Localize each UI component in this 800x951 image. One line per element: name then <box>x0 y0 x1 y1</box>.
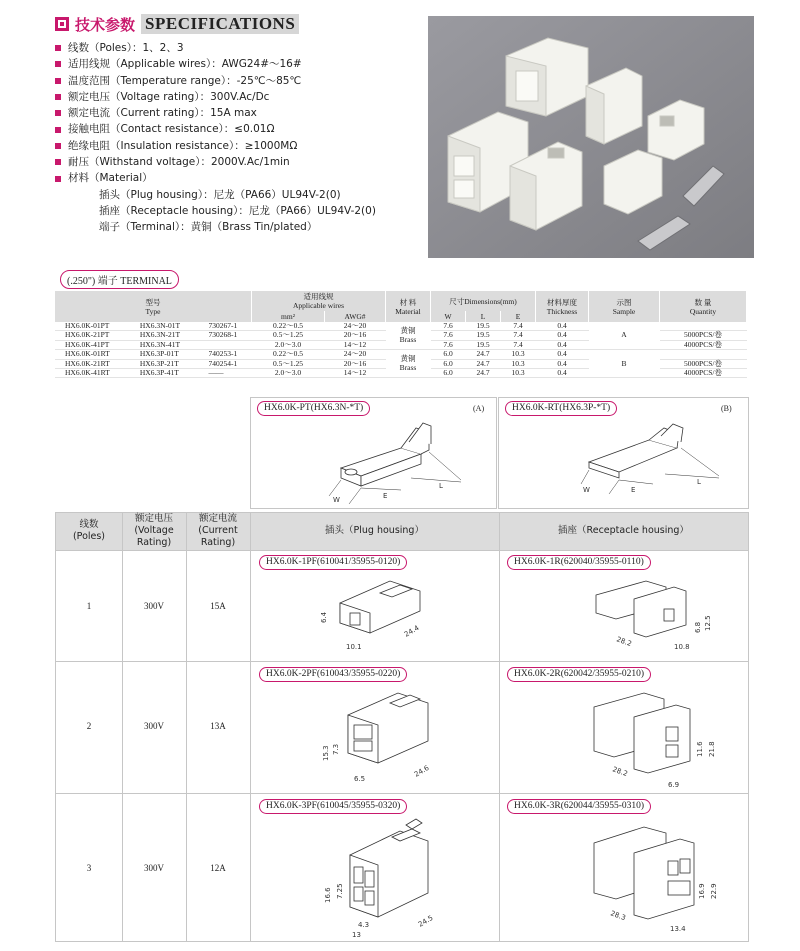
table-cell: 24～20 <box>343 349 367 359</box>
table-cell: 20～16 <box>343 330 367 340</box>
col-current: 额定电流 (Current Rating) <box>198 513 238 548</box>
product-photo <box>428 16 754 258</box>
table-cell: HX6.0K-01RT <box>65 349 110 359</box>
table-cell: 7.4 <box>513 321 523 330</box>
table-cell: 730267-1 <box>208 321 238 330</box>
table-row <box>55 350 747 359</box>
title-cn: 技术参数 <box>75 15 136 34</box>
spec-item <box>55 121 415 137</box>
table-cell: 10.3 <box>511 358 525 368</box>
receptacle-model-label: HX6.0K-1R(620040/35955-0110) <box>507 555 651 570</box>
spec-text: 接触电阻（Contact resistance）：≤0.01Ω <box>68 123 275 136</box>
table-cell: 730268-1 <box>208 330 238 340</box>
dim-w-label: W <box>583 486 590 494</box>
spec-item <box>55 170 415 186</box>
table-cell: 0.5～1.25 <box>273 330 303 340</box>
spec-item <box>55 154 415 170</box>
table-cell: 0.4 <box>557 368 567 378</box>
dim-label: 12.5 <box>704 615 712 631</box>
col-sample: 示图 Sample <box>589 291 660 322</box>
bullet-icon <box>55 78 61 84</box>
dim-label: 6.8 <box>694 621 702 633</box>
dim-label: 28.2 <box>611 765 629 779</box>
table-cell: 0.22～0.5 <box>273 321 303 330</box>
plug-drawing-1 <box>320 573 440 655</box>
col-wire: 适用线规 Applicable wires <box>252 291 386 311</box>
table-cell: 19.5 <box>476 339 490 349</box>
receptacle-drawing-1 <box>586 575 726 657</box>
material-cell: 黄铜 Brass <box>399 326 417 344</box>
current-value: 15A <box>210 601 226 611</box>
divider <box>56 661 748 662</box>
dim-label: 7.3 <box>332 743 340 755</box>
dim-label: 6.5 <box>354 775 366 783</box>
terminal-b-label: HX6.0K-RT(HX6.3P-*T) <box>505 401 617 416</box>
col-plug: 插头（Plug housing） <box>325 525 424 536</box>
table-cell: 740253-1 <box>208 349 238 359</box>
table-cell: HX6.3N-21T <box>139 330 181 340</box>
table-cell: HX6.3N-01T <box>139 321 181 330</box>
table-cell: 14～12 <box>343 339 367 349</box>
dim-label: 11.6 <box>696 741 704 757</box>
dim-label: 7.25 <box>336 883 344 899</box>
divider <box>56 550 748 551</box>
table-cell: 0.5～1.25 <box>273 358 303 368</box>
dim-label: 13 <box>352 931 361 939</box>
table-cell: HX6.0K-41RT <box>65 368 110 378</box>
qty-cell: 5000PCS/卷 <box>684 330 722 340</box>
plug-model-label: HX6.0K-1PF(610041/35955-0120) <box>259 555 407 570</box>
col-mm: mm² <box>252 311 325 322</box>
col-dimensions: 尺寸Dimensions(mm) <box>431 291 536 311</box>
spec-text: 材料（Material） <box>68 172 153 185</box>
plug-model-label: HX6.0K-2PF(610043/35955-0220) <box>259 667 407 682</box>
divider <box>250 513 251 941</box>
terminal-a-tag: (A) <box>473 404 485 413</box>
dim-label: 4.3 <box>358 921 370 929</box>
dim-label: 6.9 <box>668 781 680 789</box>
table-cell: 24.7 <box>476 368 490 378</box>
material-item <box>55 219 415 235</box>
col-poles: 线数 (Poles) <box>72 519 106 542</box>
table-cell: 2.0～3.0 <box>274 339 302 349</box>
terminal-b-drawing <box>569 418 744 506</box>
table-cell: 7.6 <box>443 321 453 330</box>
poles-value: 2 <box>86 721 92 731</box>
col-receptacle: 插座（Receptacle housing） <box>558 525 689 536</box>
dim-label: 10.1 <box>346 643 362 651</box>
plug-drawing-2 <box>320 685 450 791</box>
spec-text: 适用线规（Applicable wires）：AWG24#～16# <box>68 58 302 71</box>
bullet-icon <box>55 143 61 149</box>
current-value: 12A <box>210 863 226 873</box>
receptacle-model-label: HX6.0K-3R(620044/35955-0310) <box>507 799 651 814</box>
poles-value: 3 <box>86 863 92 873</box>
housing-table <box>55 512 749 942</box>
dim-label: 28.3 <box>609 909 627 923</box>
dim-label: 24.4 <box>403 624 421 639</box>
terminal-a-label: HX6.0K-PT(HX6.3N-*T) <box>257 401 370 416</box>
table-cell: HX6.3N-41T <box>139 339 181 349</box>
col-quantity: 数 量 Quantity <box>660 291 747 322</box>
material-text: 端子（Terminal）：黄铜（Brass Tin/plated） <box>99 221 318 234</box>
table-cell: 740254-1 <box>208 358 238 368</box>
table-cell: HX6.0K-21PT <box>65 330 110 340</box>
table-cell: 24～20 <box>343 321 367 330</box>
table-cell: 0.4 <box>557 339 567 349</box>
bullet-icon <box>55 176 61 182</box>
dim-w-label: W <box>333 496 340 504</box>
spec-item <box>55 105 415 121</box>
dim-label: 6.4 <box>320 611 328 623</box>
table-cell: —— <box>208 368 224 378</box>
dim-label: 13.4 <box>670 925 686 933</box>
voltage-value: 300V <box>144 721 164 731</box>
divider <box>499 513 500 941</box>
terminal-drawing-a <box>250 397 497 509</box>
table-cell: HX6.0K-41PT <box>65 339 110 349</box>
section-header <box>55 12 299 36</box>
bullet-square-icon <box>55 17 69 31</box>
spec-text: 线数（Poles）：1、2、3 <box>68 42 184 54</box>
divider <box>56 793 748 794</box>
table-cell: 6.0 <box>443 349 453 359</box>
dim-label: 10.8 <box>674 643 690 651</box>
dim-label: 22.9 <box>710 883 718 899</box>
spec-text: 耐压（Withstand voltage）：2000V.Ac/1min <box>68 156 290 169</box>
material-item <box>55 203 415 219</box>
col-w: W <box>431 311 466 322</box>
qty-cell: 4000PCS/卷 <box>684 339 722 349</box>
spec-item <box>55 56 415 72</box>
dim-label: 16.9 <box>698 883 706 899</box>
table-cell: 6.0 <box>443 368 453 378</box>
spec-text: 额定电压（Voltage rating）：300V.Ac/Dc <box>68 90 270 103</box>
table-cell: HX6.0K-01PT <box>65 321 110 330</box>
table-cell: 19.5 <box>476 330 490 340</box>
dim-label: 24.5 <box>417 914 435 929</box>
table-cell: HX6.0K-21RT <box>65 358 110 368</box>
terminal-a-drawing <box>311 418 491 506</box>
table-cell: HX6.3P-01T <box>139 349 179 359</box>
voltage-value: 300V <box>144 863 164 873</box>
table-cell: 0.22～0.5 <box>273 349 303 359</box>
title-en: SPECIFICATIONS <box>141 14 299 34</box>
table-cell: 10.3 <box>511 368 525 378</box>
dim-l-label: L <box>697 478 701 486</box>
dim-e-label: E <box>631 486 636 494</box>
plug-drawing-3 <box>316 815 456 939</box>
col-material: 材 料 Material <box>386 291 431 322</box>
col-e: E <box>501 311 536 322</box>
spec-text: 绝缘电阻（Insulation resistance）：≥1000MΩ <box>68 139 298 152</box>
material-cell: 黄铜 Brass <box>399 354 417 372</box>
spec-text: 额定电流（Current rating）：15A max <box>68 107 257 120</box>
table-cell: 20～16 <box>343 358 367 368</box>
poles-value: 1 <box>86 601 92 611</box>
current-value: 13A <box>210 721 226 731</box>
qty-cell <box>660 350 747 359</box>
table-cell: HX6.3P-21T <box>139 358 179 368</box>
receptacle-drawing-3 <box>584 819 734 937</box>
dim-l-label: L <box>439 482 443 490</box>
terminal-b-tag: (B) <box>721 404 732 413</box>
bullet-icon <box>55 45 61 51</box>
table-cell: 0.4 <box>557 330 567 340</box>
table-cell: 24.7 <box>476 358 490 368</box>
table-cell: 6.0 <box>443 358 453 368</box>
dim-e-label: E <box>383 492 388 500</box>
bullet-icon <box>55 159 61 165</box>
dim-label: 16.6 <box>324 887 332 903</box>
terminal-table <box>55 291 747 378</box>
col-l: L <box>466 311 501 322</box>
table-cell: 19.5 <box>476 321 490 330</box>
bullet-icon <box>55 127 61 133</box>
col-awg: AWG# <box>325 311 386 322</box>
sample-cell: B <box>621 358 627 368</box>
material-text: 插头（Plug housing）：尼龙（PA66）UL94V-2(0) <box>99 188 341 201</box>
table-cell: 7.4 <box>513 339 523 349</box>
receptacle-drawing-2 <box>584 687 734 791</box>
voltage-value: 300V <box>144 601 164 611</box>
qty-cell: 4000PCS/卷 <box>684 368 722 378</box>
spec-item <box>55 138 415 154</box>
dim-label: 21.8 <box>708 741 716 757</box>
receptacle-model-label: HX6.0K-2R(620042/35955-0210) <box>507 667 651 682</box>
table-cell: 0.4 <box>557 321 567 330</box>
dim-label: 28.2 <box>615 635 633 649</box>
dim-label: 24.6 <box>413 764 431 779</box>
spec-item <box>55 89 415 105</box>
bullet-icon <box>55 110 61 116</box>
bullet-icon <box>55 61 61 67</box>
terminal-section-label: (.250") 端子 TERMINAL <box>60 270 179 289</box>
table-cell: 24.7 <box>476 349 490 359</box>
spec-list <box>55 40 415 236</box>
dim-label: 15.3 <box>322 745 330 761</box>
spec-text: 温度范围（Temperature range）：-25℃～85℃ <box>68 74 302 87</box>
col-voltage: 额定电压 (Voltage Rating) <box>134 513 174 548</box>
material-text: 插座（Receptacle housing）：尼龙（PA66）UL94V-2(0) <box>99 204 376 217</box>
table-cell: 10.3 <box>511 349 525 359</box>
table-cell: 7.6 <box>443 330 453 340</box>
plug-model-label: HX6.0K-3PF(610045/35955-0320) <box>259 799 407 814</box>
table-cell: 2.0～3.0 <box>274 368 302 378</box>
table-cell: 0.4 <box>557 349 567 359</box>
col-thickness: 材料厚度 Thickness <box>536 291 589 322</box>
table-cell: 14～12 <box>343 368 367 378</box>
table-cell: 7.4 <box>513 330 523 340</box>
col-type: 型号 Type <box>55 291 252 322</box>
table-cell: HX6.3P-41T <box>139 368 179 378</box>
table-cell: 7.6 <box>443 339 453 349</box>
table-cell: 0.4 <box>557 358 567 368</box>
sample-cell: A <box>621 330 627 340</box>
bullet-icon <box>55 94 61 100</box>
spec-item <box>55 40 415 56</box>
terminal-drawing-b <box>498 397 749 509</box>
qty-cell: 5000PCS/卷 <box>684 358 722 368</box>
spec-item <box>55 73 415 89</box>
material-item <box>55 187 415 203</box>
